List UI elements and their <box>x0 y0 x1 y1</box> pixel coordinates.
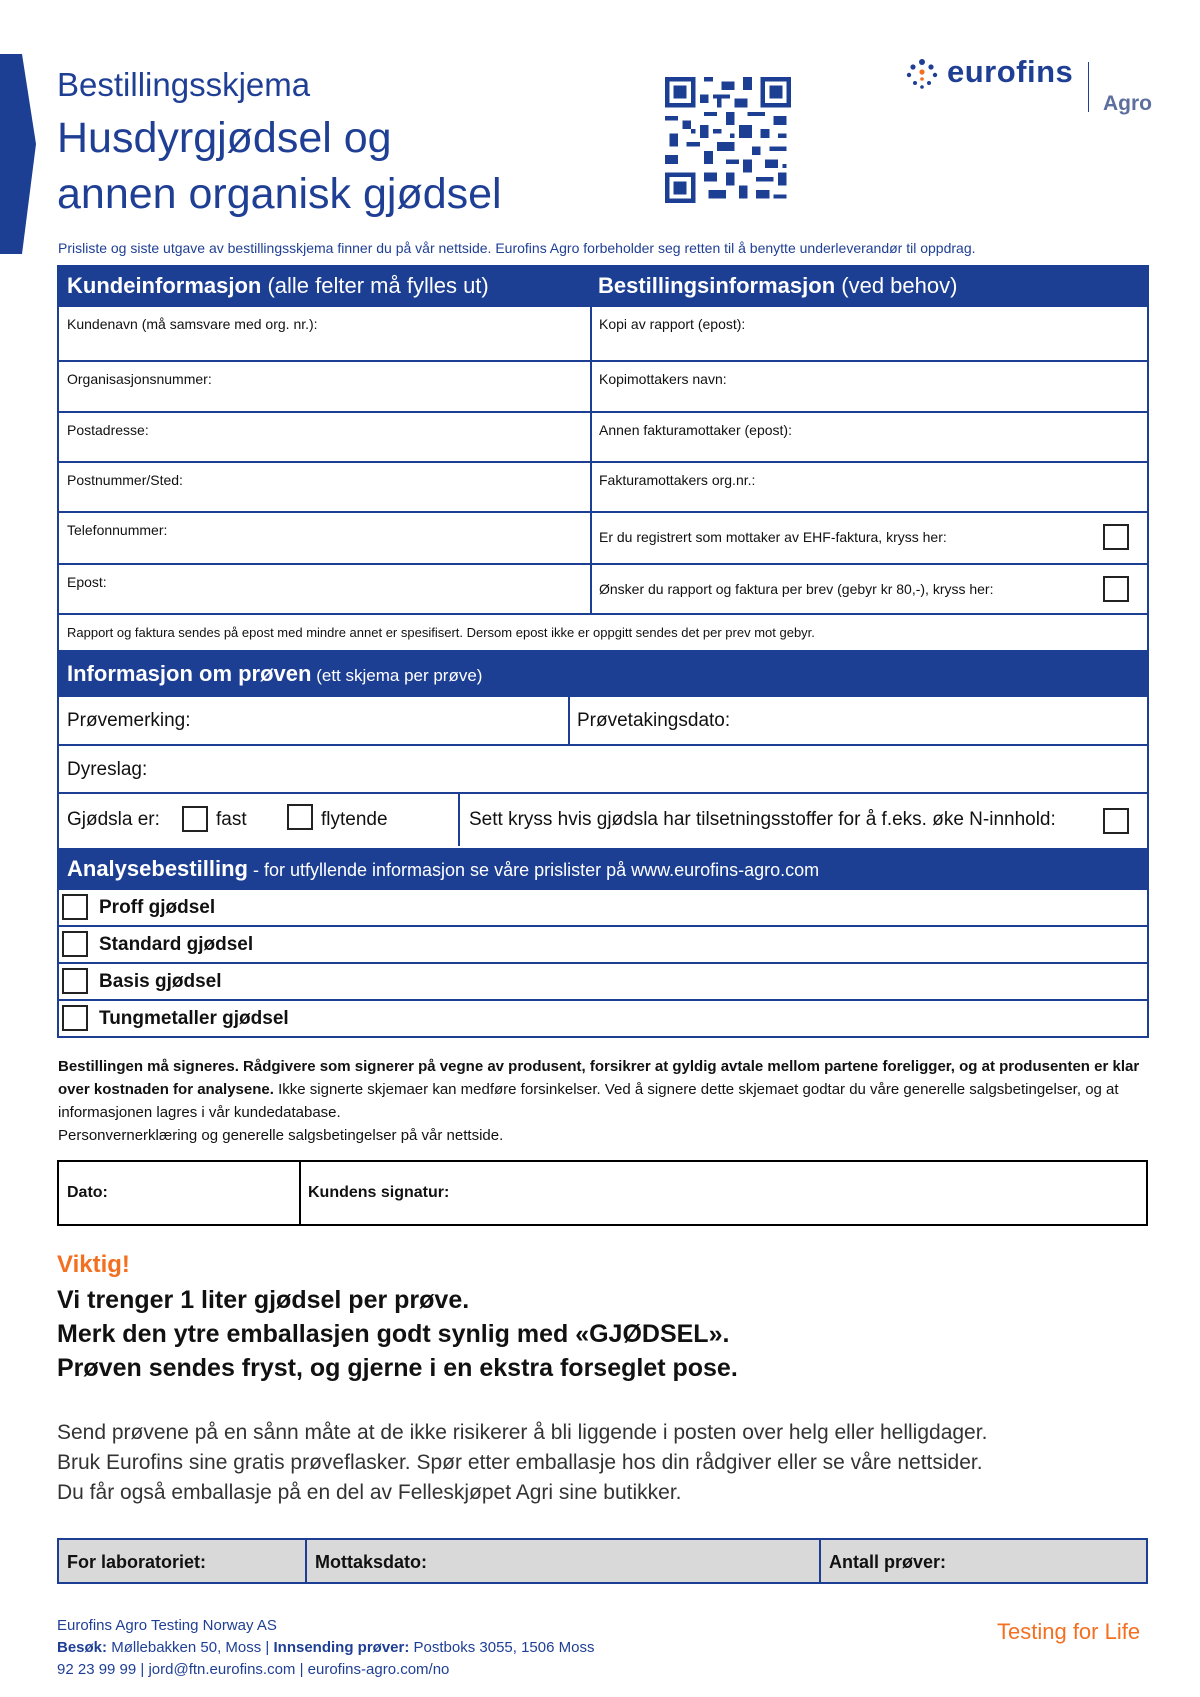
sample-heading: Informasjon om prøven (ett skjema per prøve) <box>67 661 483 686</box>
analysis-option <box>59 962 1147 999</box>
form-title <box>57 110 502 222</box>
important-line: Merk den ytre emballasjen godt synlig med «GJØDSEL». <box>57 1320 730 1348</box>
manure-type-row <box>59 792 1147 846</box>
important-line: Vi trenger 1 liter gjødsel per prøve. <box>57 1286 470 1314</box>
postcode-city-field[interactable]: Postnummer/Sted: <box>59 461 591 511</box>
tagline: Testing for Life <box>997 1619 1141 1644</box>
invoice-org-number-field[interactable]: Fakturamottakers org.nr.: <box>591 461 1147 511</box>
form-subtitle: Bestillingsskjema <box>57 66 311 103</box>
solid-checkbox[interactable] <box>182 806 208 832</box>
org-number-field[interactable]: Organisasjonsnummer: <box>59 360 591 411</box>
contact-line[interactable]: 92 23 99 99 | jord@ftn.eurofins.com | eurofins-agro.com/no <box>57 1661 450 1678</box>
copy-recipient-field[interactable]: Kopimottakers navn: <box>591 360 1147 411</box>
column-divider <box>568 695 570 744</box>
address-line: Besøk: Møllebakken 50, Moss | Innsending prøver: Postboks 3055, 1506 Moss <box>57 1639 595 1656</box>
proff-checkbox[interactable] <box>62 894 88 920</box>
sample-marking-field[interactable]: Prøvemerking: <box>59 695 569 744</box>
date-label: Dato: <box>67 1184 108 1201</box>
delivery-note: Rapport og faktura sendes på epost med mindre annet er spesifisert. Dersom epost ikke er oppgitt sendes det per prev mot gebyr. <box>59 613 1147 650</box>
additives-checkbox[interactable] <box>1103 808 1129 834</box>
important-heading: Viktig! <box>57 1251 130 1278</box>
column-divider <box>458 792 460 846</box>
instruction-line: Send prøvene på en sånn måte at de ikke risikerer å bli liggende i posten over helg eller helligdager. <box>57 1421 988 1444</box>
liquid-label: flytende <box>321 809 388 830</box>
instruction-line: Bruk Eurofins sine gratis prøveflasker. Spør etter emballasje hos din rådgiver eller se våre nettsider. <box>57 1451 983 1474</box>
lab-use-box <box>57 1538 1148 1584</box>
table-header <box>59 267 1147 305</box>
report-copy-field[interactable]: Kopi av rapport (epost): <box>591 305 1147 360</box>
signing-bold-text: Bestillingen må signeres. Rådgivere som signerer på vegne av produsent, forsikrer at gyldig avtale mellom partene foreligger, og at produsenten er klar over kostnaden for analysene. <box>58 1058 1140 1098</box>
solid-label: fast <box>216 809 247 830</box>
phone-field[interactable]: Telefonnummer: <box>59 511 591 563</box>
manure-is-label: Gjødsla er: <box>67 809 160 830</box>
letter-delivery-option: Ønsker du rapport og faktura per brev (gebyr kr 80,-), kryss her: <box>591 563 1147 613</box>
analysis-heading: Analysebestilling - for utfyllende informasjon se våre prislister på www.eurofins-agro.com <box>67 856 820 881</box>
logo-divider <box>1088 62 1089 112</box>
additives-label: Sett kryss hvis gjødsla har tilsetningsstoffer for å f.eks. øke N-innhold: <box>469 809 1056 830</box>
option-label: Proff gjødsel <box>99 897 216 918</box>
signing-text: Ikke signerte skjemaer kan medføre forsinkelser. Ved å signere dette skjemaet godtar du våre generelle salgsbetingelser, og at informasjonen lagres i vår kundedatabase. <box>58 1081 1119 1121</box>
privacy-note: Personvernerklæring og generelle salgsbetingelser på vår nettside. <box>58 1127 504 1144</box>
date-field[interactable] <box>59 1162 299 1224</box>
customer-name-field[interactable]: Kundenavn (må samsvare med org. nr.): <box>59 305 591 360</box>
signature-label: Kundens signatur: <box>308 1184 450 1201</box>
column-divider <box>590 305 592 613</box>
signature-field[interactable] <box>301 1162 1146 1224</box>
customer-order-table <box>57 265 1149 652</box>
sample-info-table <box>57 652 1149 850</box>
eurofins-logo <box>905 54 1152 124</box>
important-line: Prøven sendes fryst, og gjerne i en ekstra forseglet pose. <box>57 1354 738 1382</box>
info-note: Prisliste og siste utgave av bestillingsskjema finner du på vår nettside. Eurofins Agro forbeholder seg retten til å benytte underleverandør til oppdrag. <box>58 240 976 256</box>
other-invoice-recipient-field[interactable]: Annen fakturamottaker (epost): <box>591 411 1147 461</box>
sample-header <box>59 652 1147 695</box>
lab-divider <box>305 1540 307 1582</box>
letter-checkbox[interactable] <box>1103 576 1129 602</box>
option-label: Tungmetaller gjødsel <box>99 1008 289 1029</box>
eurofins-mark-icon <box>905 58 939 92</box>
liquid-checkbox[interactable] <box>287 804 313 830</box>
email-field[interactable]: Epost: <box>59 563 591 613</box>
ehf-invoice-option: Er du registrert som mottaker av EHF-faktura, kryss her: <box>591 511 1147 563</box>
qr-code-icon[interactable] <box>665 77 791 203</box>
logo-sub: Agro <box>1103 92 1152 115</box>
analysis-option <box>59 925 1147 962</box>
option-label: Standard gjødsel <box>99 934 254 955</box>
signature-box <box>57 1160 1148 1226</box>
postal-address-field[interactable]: Postadresse: <box>59 411 591 461</box>
analysis-option <box>59 888 1147 925</box>
heavy-metals-checkbox[interactable] <box>62 1005 88 1031</box>
ehf-checkbox[interactable] <box>1103 524 1129 550</box>
received-date-label: Mottaksdato: <box>315 1552 427 1572</box>
title-line: Husdyrgjødsel og <box>57 114 392 162</box>
logo-wordmark: eurofins <box>947 54 1074 89</box>
company-name: Eurofins Agro Testing Norway AS <box>57 1617 277 1634</box>
signing-info <box>58 1055 1148 1147</box>
analysis-option <box>59 999 1147 1036</box>
lab-divider <box>819 1540 821 1582</box>
lab-label: For laboratoriet: <box>67 1552 207 1572</box>
sampling-date-field[interactable]: Prøvetakingsdato: <box>569 695 1147 744</box>
left-accent-bar <box>0 54 36 254</box>
shipping-instructions <box>57 1418 987 1508</box>
basis-checkbox[interactable] <box>62 968 88 994</box>
instruction-line: Du får også emballasje på en del av Felleskjøpet Agri sine butikker. <box>57 1481 682 1504</box>
important-list <box>57 1283 738 1385</box>
animal-type-field[interactable]: Dyreslag: <box>59 744 1147 792</box>
option-label: Basis gjødsel <box>99 971 222 992</box>
order-heading: Bestillingsinformasjon (ved behov) <box>598 273 958 298</box>
title-line: annen organisk gjødsel <box>57 170 502 218</box>
sample-count-label: Antall prøver: <box>829 1552 947 1572</box>
analysis-table <box>57 848 1149 1038</box>
standard-checkbox[interactable] <box>62 931 88 957</box>
customer-heading: Kundeinformasjon (alle felter må fylles ut) <box>67 273 489 298</box>
footer-contact <box>57 1615 594 1681</box>
analysis-header <box>59 848 1147 888</box>
